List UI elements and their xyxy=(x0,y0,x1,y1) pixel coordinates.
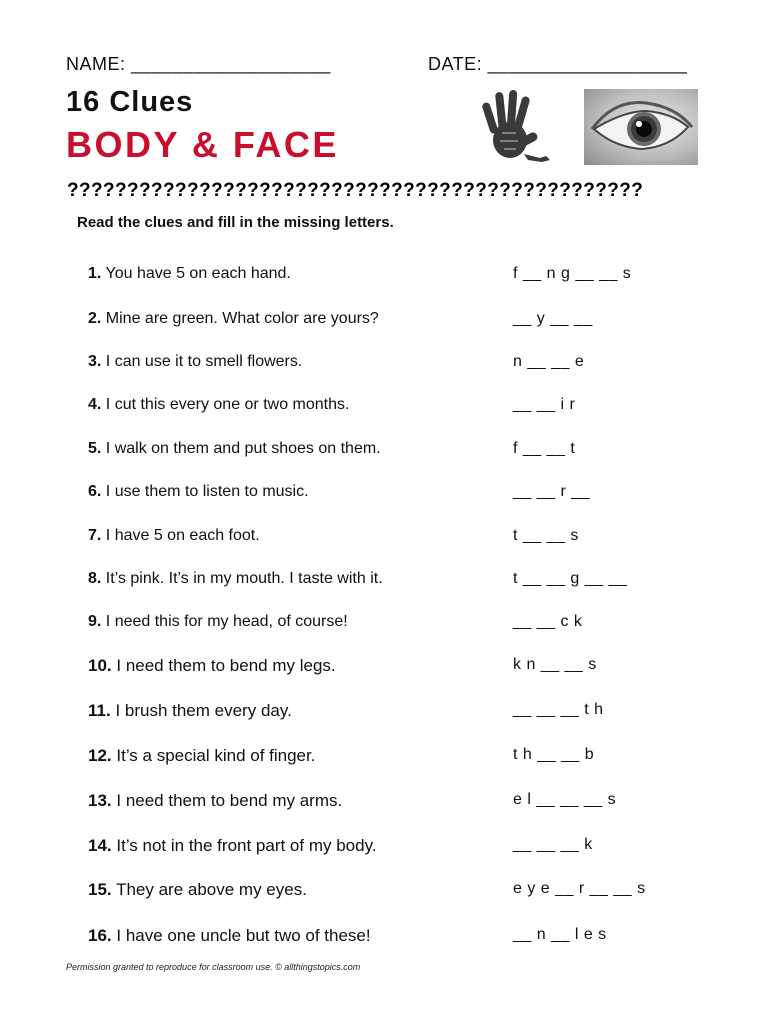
clue-number: 4. xyxy=(88,396,102,413)
clue-text: I have one uncle but two of these! xyxy=(116,926,371,945)
clue-15 xyxy=(88,880,307,900)
worksheet-subtitle: BODY & FACE xyxy=(66,124,339,165)
clue-text: I brush them every day. xyxy=(115,701,292,720)
clue-number: 2. xyxy=(88,310,102,327)
answer-4: __ __ i r xyxy=(513,396,576,413)
worksheet-title: 16 Clues xyxy=(66,86,194,118)
answer-1: f __ n g __ __ s xyxy=(513,265,632,282)
question-mark-banner: ???????????????????????????????????????????????? xyxy=(67,180,644,201)
clue-14 xyxy=(88,836,377,856)
answer-9: __ __ c k xyxy=(513,613,583,630)
clue-4 xyxy=(88,396,349,414)
answer-8: t __ __ g __ __ xyxy=(513,570,628,587)
name-field-label: NAME: ___________________ xyxy=(66,54,331,74)
answer-13: e l __ __ __ s xyxy=(513,791,617,808)
clue-8 xyxy=(88,570,383,588)
answer-12: t h __ __ b xyxy=(513,746,595,763)
clue-number: 5. xyxy=(88,440,102,457)
clue-13 xyxy=(88,791,342,811)
clue-3 xyxy=(88,353,302,371)
clue-6 xyxy=(88,483,309,501)
clue-text: I can use it to smell flowers. xyxy=(105,353,303,370)
eye-photo xyxy=(584,89,698,165)
footer-permission: Permission granted to reproduce for classroom use. © allthingstopics.com xyxy=(66,962,361,972)
clue-number: 7. xyxy=(88,527,102,544)
clue-10 xyxy=(88,656,336,676)
clue-number: 16. xyxy=(88,926,112,945)
date-field-label: DATE: ___________________ xyxy=(428,54,688,74)
instructions: Read the clues and fill in the missing letters. xyxy=(77,214,394,231)
clue-text: I cut this every one or two months. xyxy=(105,396,350,413)
clue-number: 10. xyxy=(88,656,112,675)
clue-text: I have 5 on each foot. xyxy=(105,527,260,544)
hand-print-icon xyxy=(480,88,554,168)
clue-number: 14. xyxy=(88,836,112,855)
clue-7 xyxy=(88,527,260,545)
answer-14: __ __ __ k xyxy=(513,836,593,853)
clue-16 xyxy=(88,926,371,946)
clue-text: They are above my eyes. xyxy=(116,880,307,899)
clue-text: I need this for my head, of course! xyxy=(105,613,348,630)
answer-11: __ __ __ t h xyxy=(513,701,604,718)
clue-text: It’s a special kind of finger. xyxy=(116,746,316,765)
clue-number: 3. xyxy=(88,353,102,370)
clue-12 xyxy=(88,746,315,766)
clue-number: 13. xyxy=(88,791,112,810)
answer-6: __ __ r __ xyxy=(513,483,591,500)
answer-3: n __ __ e xyxy=(513,353,585,370)
clue-9 xyxy=(88,613,348,631)
clue-number: 15. xyxy=(88,880,112,899)
clue-text: It’s not in the front part of my body. xyxy=(116,836,377,855)
clue-number: 12. xyxy=(88,746,112,765)
clue-text: Mine are green. What color are yours? xyxy=(105,310,379,327)
clue-11 xyxy=(88,701,292,721)
clue-number: 11. xyxy=(88,701,111,720)
clue-text: I walk on them and put shoes on them. xyxy=(105,440,381,457)
clue-number: 6. xyxy=(88,483,102,500)
answer-15: e y e __ r __ __ s xyxy=(513,880,646,897)
clue-text: You have 5 on each hand. xyxy=(105,265,291,282)
answer-2: __ y __ __ xyxy=(513,310,593,327)
clue-number: 1. xyxy=(88,265,102,282)
clue-5 xyxy=(88,440,381,458)
answer-5: f __ __ t xyxy=(513,440,576,457)
clue-number: 8. xyxy=(88,570,102,587)
answer-16: __ n __ l e s xyxy=(513,926,607,943)
clue-1 xyxy=(88,265,291,283)
answer-7: t __ __ s xyxy=(513,527,579,544)
clue-number: 9. xyxy=(88,613,102,630)
clue-text: I need them to bend my arms. xyxy=(116,791,343,810)
clue-text: I need them to bend my legs. xyxy=(116,656,336,675)
answer-10: k n __ __ s xyxy=(513,656,597,673)
clue-text: It’s pink. It’s in my mouth. I taste with it. xyxy=(105,570,383,587)
clue-text: I use them to listen to music. xyxy=(105,483,309,500)
clue-2 xyxy=(88,310,379,328)
